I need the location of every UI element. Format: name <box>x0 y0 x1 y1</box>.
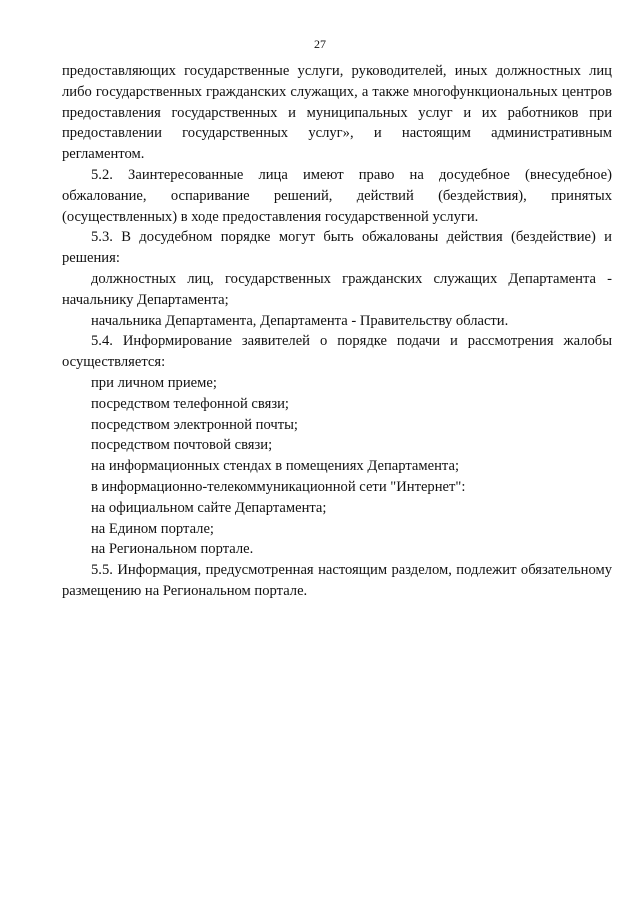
document-body <box>62 61 612 602</box>
paragraph-5-2: 5.2. Заинтересованные лица имеют право на досудебное (внесудебное) обжалование, оспаривание решений, действий (бездействия), принятых (осуществленных) в ходе предоставления государственной услуги. <box>62 166 612 225</box>
list-item-email: посредством электронной почты; <box>91 416 298 433</box>
paragraph-continuation: предоставляющих государственные услуги, руководителей, иных должностных лиц либо государственных гражданских служащих, а также многофункциональных центров предоставления государственных и муниципальных услуг и их работников при предоставлении государственных услуг», и настоящим административным регламентом. <box>62 63 612 163</box>
list-item-stands: на информационных стендах в помещениях Департамента; <box>91 458 459 475</box>
list-item-internet: в информационно-телекоммуникационной сети "Интернет": <box>91 478 466 495</box>
list-item-officials: должностных лиц, государственных гражданских служащих Департамента - начальнику Департамента; <box>62 270 612 308</box>
list-item-post: посредством почтовой связи; <box>91 437 273 454</box>
list-item-personal: при личном приеме; <box>91 374 217 391</box>
paragraph-5-4: 5.4. Информирование заявителей о порядке подачи и рассмотрения жалобы осуществляется: <box>62 333 612 371</box>
list-item-head: начальника Департамента, Департамента - Правительству области. <box>91 312 509 329</box>
list-item-regional-portal: на Региональном портале. <box>91 541 254 558</box>
paragraph-5-3: 5.3. В досудебном порядке могут быть обжалованы действия (бездействие) и решения: <box>62 229 612 267</box>
list-item-official-site: на официальном сайте Департамента; <box>91 499 327 516</box>
page-number: 27 <box>314 37 326 51</box>
list-item-phone: посредством телефонной связи; <box>91 395 289 412</box>
list-item-unified-portal: на Едином портале; <box>91 520 214 537</box>
paragraph-5-5: 5.5. Информация, предусмотренная настоящим разделом, подлежит обязательному размещению на Региональном портале. <box>62 562 612 599</box>
